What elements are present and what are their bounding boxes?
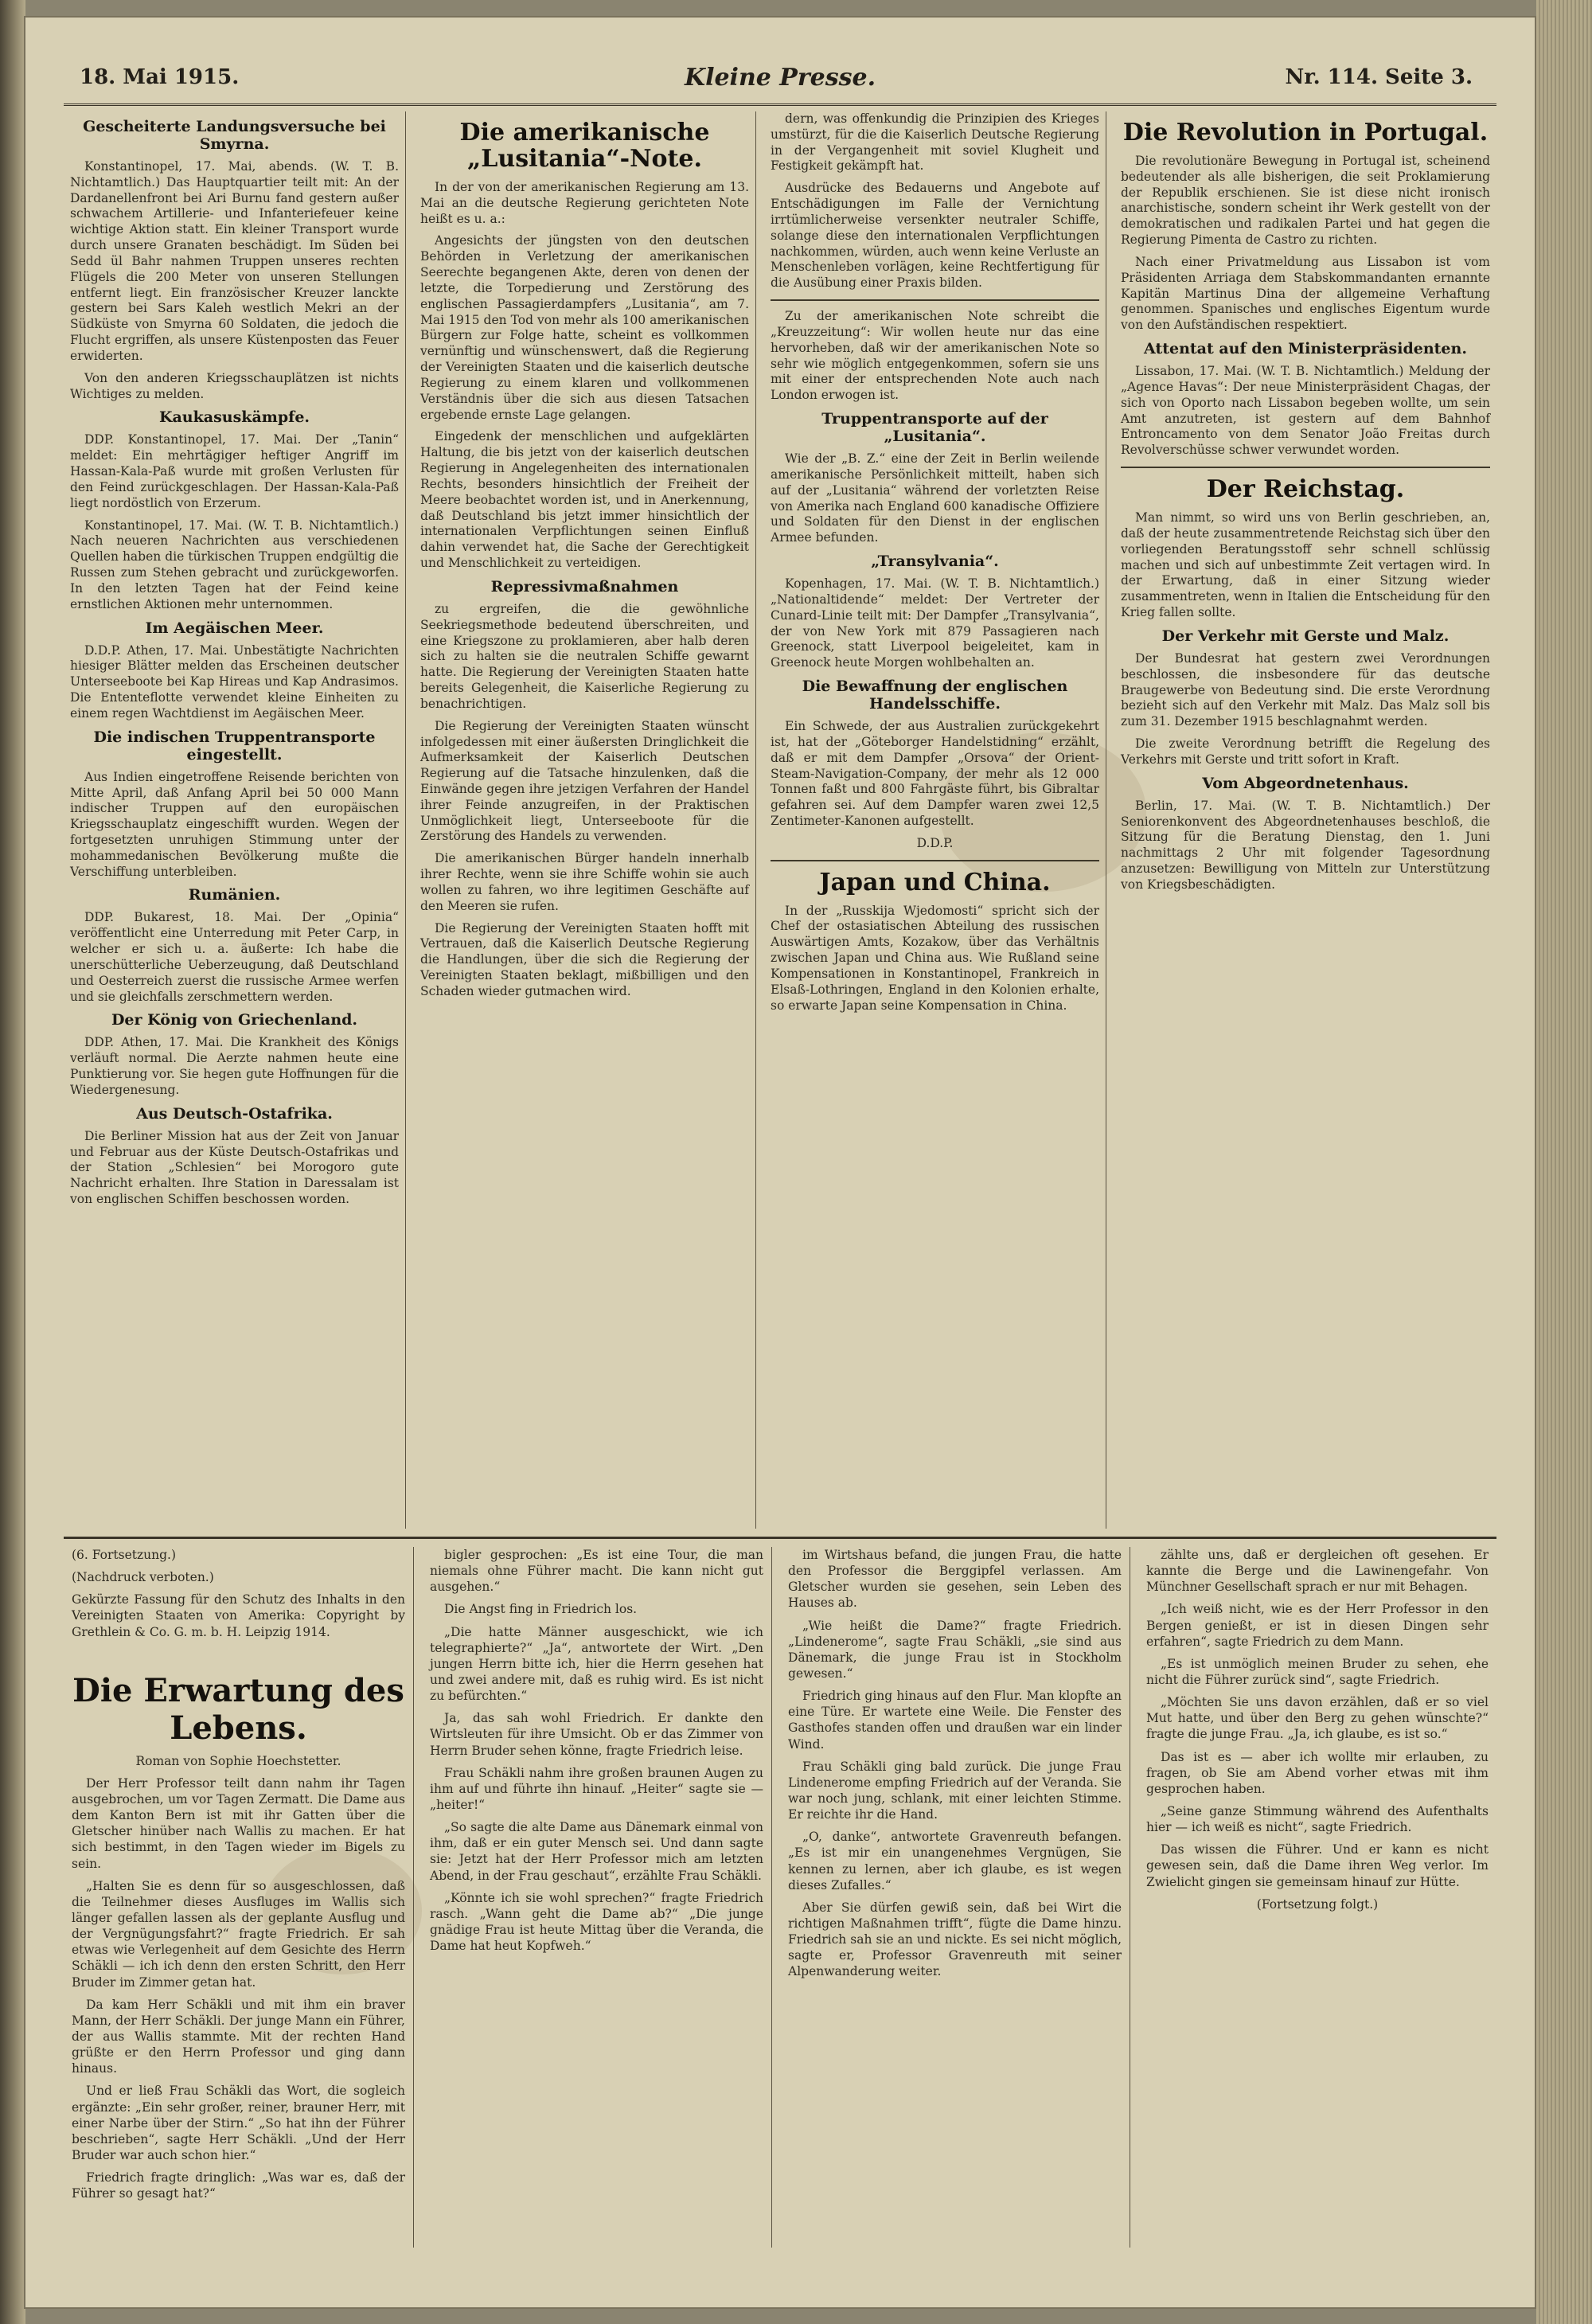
article-text: Berlin, 17. Mai. (W. T. B. Nichtamtlich.) Der Seniorenkonvent des Abgeordnetenhauses beschloß, die Sitzung für die Beratung Dienstag, den 1. Juni nachmittags 2 Uhr mit folgender Tagesordnung anzusetzen: Bewilligung von Mitteln zur Unterstützung von Kriegsbeschädigten. bbox=[1121, 798, 1490, 892]
headline: „Transylvania“. bbox=[871, 553, 999, 571]
novel-text: Und er ließ Frau Schäkli das Wort, die sogleich ergänzte: „Ein sehr großer, reiner, brauner Herr, mit einer Narbe über der Stirn.“ „So hat ihn der Führer beschrieben“, sagte Herr Schäkli. „Und der Herr Bruder war auch schon hier.“ bbox=[72, 2084, 405, 2162]
headline: Aus Deutsch-Ostafrika. bbox=[136, 1104, 333, 1123]
reprint-note: (Nachdruck verboten.) bbox=[72, 1570, 214, 1585]
article-text: Die Berliner Mission hat aus der Zeit von Januar und Februar aus der Küste Deutsch-Ostafrikas und der Station „Schlesien“ bei Morogoro gute Nachricht erhalten. Ihre Station in Daressalam ist von englischen Schiffen beschossen worden. bbox=[70, 1128, 399, 1207]
headline: Gescheiterte Landungsversuche bei Smyrna. bbox=[83, 118, 386, 153]
article-text: In der „Russkija Wjedomosti“ spricht sich der Chef der ostasiatischen Abteilung des russischen Auswärtigen Amts, Kozakow, über das Verhältnis zwischen Japan und China aus. Wie Rußland seine Kompensationen in Konstantinopel, Frankreich in Elsaß-Lothringen, England in den Kolonien erhalte, so erwarte Japan seine Kompensation in China. bbox=[771, 903, 1099, 1013]
article-text: Lissabon, 17. Mai. (W. T. B. Nichtamtlich.) Meldung der „Agence Havas“: Der neue Ministerpräsident Chagas, der sich von Oporto nach Lissabon begeben wollte, um sein Amt anzutreten, ist gestern auf dem Bahnhof Entroncamento von dem Senator João Freitas durch Revolverschüsse schwer verwundet worden. bbox=[1121, 364, 1490, 458]
feuilleton-column-2 bbox=[422, 1547, 772, 2248]
novel-text: „Ich weiß nicht, wie es der Herr Professor in den Bergen genießt, er ist in diesen Dingen sehr erfahren“, sagte Friedrich zu dem Mann. bbox=[1146, 1602, 1489, 1649]
article-text: Kopenhagen, 17. Mai. (W. T. B. Nichtamtlich.) „Nationaltidende“ meldet: Der Vertreter der Cunard-Linie teilt mit: Der Dampfer „Transylvania“, der von New York mit 879 Passagieren nach Greenock, statt Liverpool beigeleitet, kam in Greenock heute Morgen wohlbehalten an. bbox=[771, 576, 1099, 670]
novel-text: zählte uns, daß er dergleichen oft gesehen. Er kannte die Berge und die Lawinengefahr. Von Münchner Gesellschaft sprach er nur mit Behagen. bbox=[1146, 1548, 1489, 1595]
headline: Die indischen Truppentransporte eingestellt. bbox=[93, 728, 376, 764]
feuilleton-section bbox=[64, 1537, 1496, 2256]
article-text: Die Regierung der Vereinigten Staaten hofft mit Vertrauen, daß die Kaiserlich Deutsche Regierung die Handlungen, über die sich die Regierung der Vereinigten Staaten beklagt, mißbilligen und den Schaden wieder gutmachen wird. bbox=[420, 920, 749, 998]
headline: Im Aegäischen Meer. bbox=[145, 619, 324, 637]
column-4 bbox=[1114, 111, 1496, 1529]
novel-text: bigler gesprochen: „Es ist eine Tour, die man niemals ohne Führer macht. Die kann nicht gut ausgehen.“ bbox=[430, 1548, 763, 1595]
novel-text: „Seine ganze Stimmung während des Aufenthalts hier — ich weiß es nicht“, sagte Friedrich. bbox=[1146, 1803, 1489, 1835]
headline: Der König von Griechenland. bbox=[111, 1011, 358, 1029]
article-text: Nach einer Privatmeldung aus Lissabon ist vom Präsidenten Arriaga dem Stabskommandanten ernannte Kapitän Martinus Dina der allgemeine Verhaftung genommen. Spanisches und englisches Eigentum wurde von den Aufständischen respektiert. bbox=[1121, 254, 1490, 333]
page-stack-edge bbox=[1536, 0, 1592, 2324]
headline: Kaukasuskämpfe. bbox=[158, 408, 310, 427]
novel-text: „Halten Sie es denn für so ausgeschlossen, daß die Teilnehmer dieses Ausfluges im Wallis sich länger gefallen lassen als der geplante Ausflug und der Vergnügungsfahrt?“ fragte Friedrich. Er sah etwas wie Verlegenheit auf dem Gesichte des Herrn Schäkli — ich ich denn den ersten Schritt, den Herr Bruder im Zimmer getan hat. bbox=[72, 1878, 405, 1990]
headline: Der Reichstag. bbox=[1206, 475, 1405, 504]
subheadline: Vom Abgeordnetenhaus. bbox=[1202, 774, 1409, 792]
novel-author: Roman von Sophie Hoechstetter. bbox=[135, 1753, 341, 1768]
article-text: Die zweite Verordnung betrifft die Regelung des Verkehrs mit Gerste und tritt sofort in Kraft. bbox=[1121, 736, 1490, 767]
article-text: DDP. Athen, 17. Mai. Die Krankheit des Königs verläuft normal. Die Aerzte nahmen heute eine Punktierung vor. Sie hegen gute Hoffnungen für die Wiedergenesung. bbox=[70, 1035, 399, 1097]
article-text: Man nimmt, so wird uns von Berlin geschrieben, an, daß der heute zusammentretende Reichstag sich über den vorliegenden Beratungsstoff sehr schnell schlüssig machen und sich auf unbestimmte Zeit vertagen wird. In der Erwartung, daß in einer Sitzung wieder zusammentreten, wenn in Italien die Entscheidung für den Krieg fallen sollte. bbox=[1121, 510, 1490, 620]
feuilleton-column-3 bbox=[780, 1547, 1130, 2248]
headline: Attentat auf den Ministerpräsidenten. bbox=[1144, 340, 1467, 358]
article-text: DDP. Konstantinopel, 17. Mai. Der „Tanin“ meldet: Ein mehrtägiger heftiger Angriff im Hassan-Kala-Paß wurde mit großen Verlusten für den Feind zurückgeschlagen. Der Hassan-Kala-Paß liegt nordöstlich von Erzerum. bbox=[70, 432, 399, 510]
column-1 bbox=[64, 111, 406, 1529]
page-number: Nr. 114. Seite 3. bbox=[1285, 65, 1473, 89]
article-text: Der Bundesrat hat gestern zwei Verordnungen beschlossen, die insbesondere für das deutsche Braugewerbe von Bedeutung sind. Die erste Verordnung bezieht sich auf den Verkehr mit Malz. Das Malz soll bis zum 31. Dezember 1915 beschlagnahmt werden. bbox=[1121, 650, 1490, 729]
column-2 bbox=[414, 111, 756, 1529]
subheadline: Der Verkehr mit Gerste und Malz. bbox=[1161, 627, 1450, 645]
headline: Die amerikanische „Lusitania“-Note. bbox=[459, 119, 710, 173]
copyright-note: Gekürzte Fassung für den Schutz des Inhalts in den Vereinigten Staaten von Amerika: Copyright by Grethlein & Co. G. m. b. H. Leipzig 1914. bbox=[72, 1592, 405, 1639]
novel-text: im Wirtshaus befand, die jungen Frau, die hatte den Professor die Berggipfel verlassen. Am Gletscher wurden sie gesehen, sein Leben des Hauses ab. bbox=[788, 1548, 1122, 1611]
divider bbox=[771, 299, 1099, 301]
novel-text: „Könnte ich sie wohl sprechen?“ fragte Friedrich rasch. „Wann geht die Dame ab?“ „Die junge gnädige Frau ist heute Mittag über die Veranda, die Dame hat heut Kopfweh.“ bbox=[430, 1890, 763, 1954]
article-text: Konstantinopel, 17. Mai. (W. T. B. Nichtamtlich.) Nach neueren Nachrichten aus verschiedenen Quellen haben die türkischen Truppen endgültig die Russen zum Stehen gebracht und zurückgeworfen. In den letzten Tagen hat der Feind keine ernstlichen Aktionen mehr unternommen. bbox=[70, 518, 399, 611]
novel-text: „Die hatte Männer ausgeschickt, wie ich telegraphierte?“ „Ja“, antwortete der Wirt. „Den jungen Herrn bitte ich, hier die Herrn gesehen hat und zwei andere mit, daß es ruhig wird. Es ist nicht zu befürchten.“ bbox=[430, 1624, 763, 1704]
subheadline: Repressivmaßnahmen bbox=[490, 577, 679, 596]
article-text: Die revolutionäre Bewegung in Portugal ist, scheinend bedeutender als alle bisherigen, die seit Proklamierung der Republik erschienen. Sie ist diese nicht ironisch anarchistische, sondern scheint ihr Werk gestellt von der demokratischen und radikalen Partei und hat gegen die Regierung Pimenta de Castro zu richten. bbox=[1121, 154, 1490, 248]
novel-text: Friedrich fragte dringlich: „Was war es, daß der Führer so gesagt hat?“ bbox=[72, 2170, 405, 2201]
headline: Die Revolution in Portugal. bbox=[1122, 119, 1489, 146]
novel-title: Die Erwartung des Lebens. bbox=[72, 1671, 404, 1747]
article-text: Ausdrücke des Bedauerns und Angebote auf Entschädigungen im Falle der Vernichtung irrtümlicherweise versenkter neutraler Schiffe, solange diese den internationalen Verpflichtungen nachkommen, würden, auch wenn keine Verluste an Menschenleben vorlägen, keine Rechtfertigung für die Ausübung einer Praxis bilden. bbox=[771, 181, 1099, 291]
feuilleton-column-1 bbox=[64, 1547, 414, 2248]
novel-text: „Es ist unmöglich meinen Bruder zu sehen, ehe nicht die Führer zurück sind“, sagte Friedrich. bbox=[1146, 1656, 1489, 1687]
novel-text: Aber Sie dürfen gewiß sein, daß bei Wirt die richtigen Maßnahmen trifft“, fügte die Dame hinzu. Friedrich sah sie an und nickte. Es sei nicht möglich, sagte er, Professor Gravenreuth mit seiner Alpenwanderung weiter. bbox=[788, 1900, 1122, 1979]
article-text: Die Regierung der Vereinigten Staaten wünscht infolgedessen mit einer äußersten Dringlichkeit die Aufmerksamkeit der Kaiserlich Deutschen Regierung auf die Tatsache hinzulenken, daß die Einwände gegen ihre jetzigen Verfahren der Handel ihrer Feinde anzugreifen, in der Praktischen Unmöglichkeit liegt, Unterseeboote für die Zerstörung des Handels zu verwenden. bbox=[420, 718, 749, 844]
novel-text: Ja, das sah wohl Friedrich. Er dankte den Wirtsleuten für ihre Umsicht. Ob er das Zimmer von Herrn Bruder sehen könne, fragte Friedrich leise. bbox=[430, 1711, 763, 1758]
novel-text: Die Angst fing in Friedrich los. bbox=[444, 1602, 638, 1617]
novel-text: Das ist es — aber ich wollte mir erlauben, zu fragen, ob Sie am Abend vorher etwas mit ihm gesprochen haben. bbox=[1146, 1749, 1489, 1796]
book-binding bbox=[0, 0, 25, 2324]
novel-text: Da kam Herr Schäkli und mit ihm ein braver Mann, der Herr Schäkli. Der junge Mann ein Führer, der aus Wallis stammte. Mit der rechten Hand grüßte er den Herrn Professor und ging dann hinaus. bbox=[72, 1997, 405, 2076]
headline: Japan und China. bbox=[819, 868, 1051, 896]
headline: Truppentransporte auf der „Lusitania“. bbox=[821, 410, 1048, 446]
article-text: Wie der „B. Z.“ eine der Zeit in Berlin weilende amerikanische Persönlichkeit mitteilt, haben sich auf der „Lusitania“ während der vorletzten Reise von Amerika nach England 600 kanadische Offiziere und Soldaten für den Dienst in der englischen Armee befunden. bbox=[771, 451, 1099, 545]
continuation-note: (Fortsetzung folgt.) bbox=[1256, 1896, 1379, 1912]
article-text: Zu der amerikanischen Note schreibt die „Kreuzzeitung“: Wir wollen heute nur das eine hervorheben, daß wir der amerikanischen Note so sehr wie möglich entgegenkommen, sofern sie uns mit einer der entsprechenden Note auch nach London erwogen ist. bbox=[771, 309, 1099, 403]
article-text: Von den anderen Kriegsschauplätzen ist nichts Wichtiges zu melden. bbox=[70, 370, 399, 401]
feuilleton-column-4 bbox=[1138, 1547, 1496, 2248]
article-text: Konstantinopel, 17. Mai, abends. (W. T. B. Nichtamtlich.) Das Hauptquartier teilt mit: An der Dardanellenfront bei Ari Burnu fand gestern außer schwachem Artillerie- und Infanteriefeuer keine wichtige Aktion statt. Ein kleiner Transport wurde durch unsere Granaten beschädigt. Im Süden bei Sedd ül Bahr nahmen Truppen unseres rechten Flügels die 200 Meter von unseren Stellungen entfernt liegt. Ein französischer Kreuzer lanckte gestern bei Sars Kaleh westlich Mekri an der Südküste von Smyrna 60 Soldaten, die jedoch die Flucht ergriffen, als unsere Küstenposten das Feuer erwiderten. bbox=[70, 159, 399, 363]
divider bbox=[1121, 467, 1490, 468]
article-text: In der von der amerikanischen Regierung am 13. Mai an die deutsche Regierung gerichteten Note heißt es u. a.: bbox=[420, 180, 749, 226]
novel-text: „Wie heißt die Dame?“ fragte Friedrich. „Lindenerome“, sagte Frau Schäkli, „sie sind aus Dänemark, die junge Frau ist in Stockholm gewesen.“ bbox=[788, 1618, 1122, 1681]
column-3 bbox=[764, 111, 1106, 1529]
paper-name: Kleine Presse. bbox=[685, 64, 876, 92]
headline: Die Bewaffnung der englischen Handelsschiffe. bbox=[802, 678, 1068, 713]
novel-text: Das wissen die Führer. Und er kann es nicht gewesen sein, daß die Dame ihren Weg verlor. Im Zwielicht gingen sie gemeinsam hinauf zur Hütte. bbox=[1146, 1842, 1489, 1889]
novel-text: „O, danke“, antwortete Gravenreuth befangen. „Es ist mir ein unangenehmes Vergnügen, Sie kennen zu lernen, aber ich glaube, es ist wegen dieses Zufalles.“ bbox=[788, 1830, 1122, 1892]
novel-text: Frau Schäkli nahm ihre großen braunen Augen zu ihm auf und führte ihn hinauf. „Heiter“ sagte sie — „heiter!“ bbox=[430, 1765, 763, 1812]
article-text: Eingedenk der menschlichen und aufgeklärten Haltung, die bis jetzt von der kaiserlich deutschen Regierung in Angelegenheiten des internationalen Rechts, besonders hinsichtlich der Freiheit der Meere beobachtet worden ist, und in Anerkennung, daß Deutschland bis jetzt immer hinsichtlich der internationalen Verpflichtungen seinen Einfluß dahin verwendet hat, die Sache der Gerechtigkeit und Menschlichkeit zu verteidigen. bbox=[420, 429, 749, 571]
article-text: D.D.P. Athen, 17. Mai. Unbestätigte Nachrichten hiesiger Blätter melden das Erscheinen deutscher Unterseeboote bei Kap Hireas und Kap Andrasimos. Die Ententeflotte verwendet kleine Einheiten zu einem regen Wachtdienst im Aegäischen Meer. bbox=[70, 643, 399, 721]
novel-text: „So sagte die alte Dame aus Dänemark einmal von ihm, daß er ein guter Mensch sei. Und dann sagte sie: Jetzt hat der Herr Professor mich am letzten Abend, in der Frau geschaut“, erzählte Frau Schäkli. bbox=[430, 1820, 763, 1883]
installment-note: (6. Fortsetzung.) bbox=[72, 1548, 177, 1562]
page-header bbox=[64, 56, 1496, 106]
article-text: Aus Indien eingetroffene Reisende berichten von Mitte April, daß Anfang April bei 50 000 Mann indischer Truppen auf den europäischen Kriegsschauplatz eingeschifft wurden. Wegen der fortgesetzten unruhigen Stimmung unter der mohammedanischen Bevölkerung mußte die Verschiffung unterbleiben. bbox=[70, 769, 399, 879]
signature: D.D.P. bbox=[916, 835, 954, 850]
article-text: DDP. Bukarest, 18. Mai. Der „Opinia“ veröffentlicht eine Unterredung mit Peter Carp, in welcher er sich u. a. äußerte: Ich habe die unerschütterliche Ueberzeugung, daß Deutschland und Oesterreich zuerst die russische Armee werfen und sie gleichfalls zerschmettern werden. bbox=[70, 910, 399, 1004]
novel-text: Friedrich ging hinaus auf den Flur. Man klopfte an eine Türe. Er wartete eine Weile. Die Fenster des Gasthofes standen offen und draußen war ein linder Wind. bbox=[788, 1689, 1122, 1752]
article-text: zu ergreifen, die die gewöhnliche Seekriegsmethode bedeutend überschreiten, und eine Kriegszone zu proklamieren, aber halb deren sich zu halten sie die neutralen Schiffe gewarnt hatte. Die Regierung der Vereinigten Staaten hatte bereits Gelegenheit, die Kaiserliche Regierung zu benachrichtigen. bbox=[420, 601, 749, 711]
novel-text: „Möchten Sie uns davon erzählen, daß er so viel Mut hatte, und über den Berg zu gehen wünschte?“ fragte die junge Frau. „Ja, ich glaube, es ist so.“ bbox=[1146, 1695, 1489, 1742]
issue-date: 18. Mai 1915. bbox=[80, 65, 240, 89]
article-text: Ein Schwede, der aus Australien zurückgekehrt ist, hat der „Göteborger Handelstidning“ erzählt, daß er mit dem Dampfer „Orsova“ der Orient-Steam-Navigation-Company, der mehr als 12 000 Tonnen faßt und 800 Fahrgäste führt, bis Gibraltar gefahren sei. Auf dem Dampfer waren zwei 12,5 Zentimeter-Kanonen aufgestellt. bbox=[771, 719, 1099, 828]
divider bbox=[771, 860, 1099, 861]
article-text: Angesichts der jüngsten von den deutschen Behörden in Verletzung der amerikanischen Seerechte begangenen Akte, deren von denen der letzte, die Torpedierung und Zerstörung des englischen Passagierdampfers „Lusitania“, am 7. Mai 1915 den Tod von mehr als 100 amerikanischen Bürgern zur Folge hatte, scheint es vollkommen vernünftig und wünschenswert, daß die Regierung der Vereinigten Staaten und die kaiserlich deutsche Regierung zu einem klaren und vollkommenen Verständnis über die sich aus diesen Tatsachen ergebende ernste Lage gelangen. bbox=[420, 233, 749, 422]
novel-text: Der Herr Professor teilt dann nahm ihr Tagen ausgebrochen, um vor Tagen Zermatt. Die Dame aus dem Kanton Bern ist mit ihr Gatten über die Gletscher hinüber nach Wallis zu machen. Er hat sich bestimmt, in den Tagen wieder im Bigels zu sein. bbox=[72, 1775, 405, 1871]
novel-text: Frau Schäkli ging bald zurück. Die junge Frau Lindenerome empfing Friedrich auf der Veranda. Sie war noch jung, schlank, mit einer leichten Stimme. Er reichte ihr die Hand. bbox=[788, 1759, 1122, 1822]
article-text: Die amerikanischen Bürger handeln innerhalb ihrer Rechte, wenn sie ihre Schiffe wohin sie auch wollen zu fahren, wo ihre legitimen Geschäfte auf den Meeren sie rufen. bbox=[420, 851, 749, 913]
article-text: dern, was offenkundig die Prinzipien des Krieges umstürzt, für die die Kaiserlich Deutsche Regierung in der Vergangenheit mit soviel Klugheit und Festigkeit gekämpft hat. bbox=[771, 111, 1099, 174]
headline: Rumänien. bbox=[188, 886, 281, 904]
